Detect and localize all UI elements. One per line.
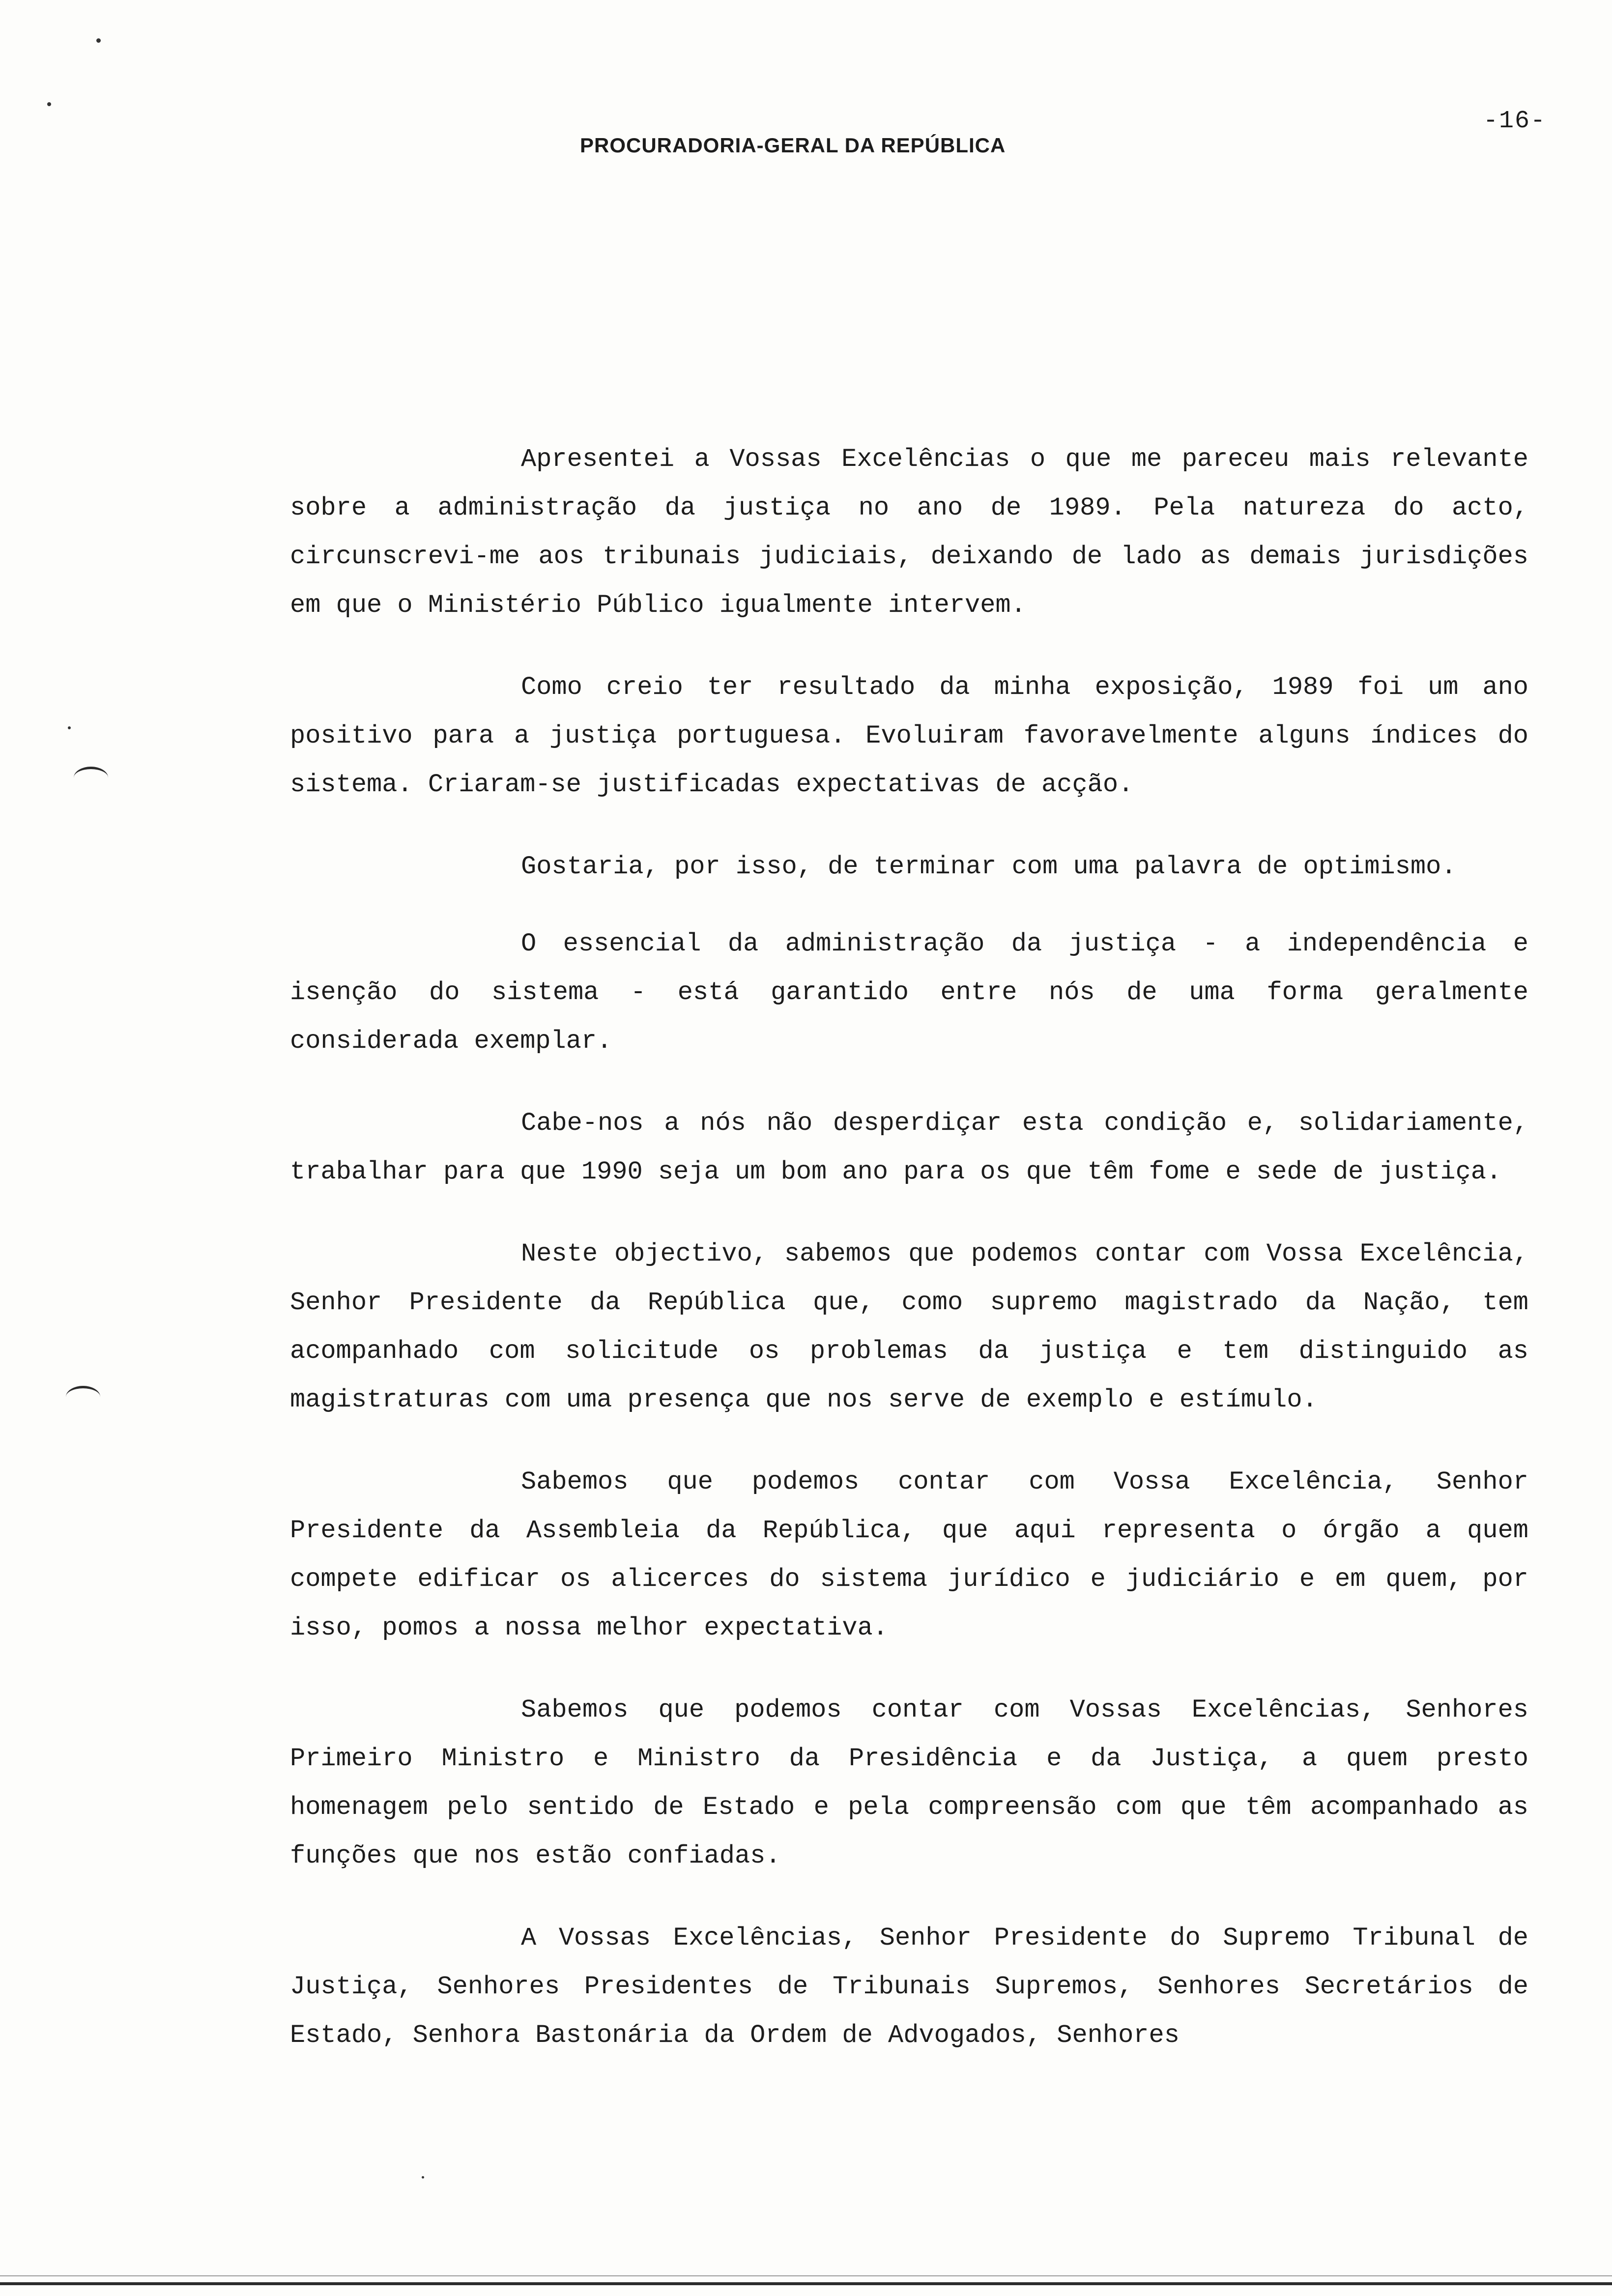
paragraph-6: Neste objectivo, sabemos que podemos contar com Vossa Excelência, Senhor Presidente da República que, como supremo magistrado da Nação, tem acompanhado com solicitude os problemas da justiça e tem distinguido as magistraturas com uma presença que nos serve de exemplo e estímulo. xyxy=(290,1239,1528,1414)
scan-edge-faint xyxy=(0,2275,1612,2276)
letterhead-institution: PROCURADORIA-GERAL DA REPÚBLICA xyxy=(580,134,1006,157)
scan-edge xyxy=(0,2282,1612,2285)
margin-mark xyxy=(74,767,108,789)
scan-speck xyxy=(422,2176,424,2179)
scan-speck xyxy=(96,38,101,43)
paragraph-1: Apresentei a Vossas Excelências o que me pareceu mais relevante sobre a administração da justiça no ano de 1989. Pela natureza do acto, circunscrevi-me aos tribunais judiciais, deixando de lado as demais jurisdições em que o Ministério Público igualmente intervem. xyxy=(290,445,1528,620)
page-number: -16- xyxy=(1483,107,1546,135)
paragraph-7: Sabemos que podemos contar com Vossa Excelência, Senhor Presidente da Assembleia da República, que aqui representa o órgão a quem compete edificar os alicerces do sistema jurídico e judiciário e em quem, por isso, pomos a nossa melhor expectativa. xyxy=(290,1467,1528,1642)
margin-mark xyxy=(66,1386,100,1408)
scan-speck xyxy=(68,726,71,729)
paragraph-2: Como creio ter resultado da minha exposição, 1989 foi um ano positivo para a justiça portuguesa. Evoluiram favoravelmente alguns índices do sistema. Criaram-se justificadas expectativas de acção. xyxy=(290,673,1528,799)
paragraph-4: O essencial da administração da justiça - a independência e isenção do sistema - está garantido entre nós de uma forma geralmente considerada exemplar. xyxy=(290,929,1528,1056)
paragraph-5: Cabe-nos a nós não desperdiçar esta condição e, solidariamente, trabalhar para que 1990 seja um bom ano para os que têm fome e sede de justiça. xyxy=(290,1109,1528,1186)
scan-speck xyxy=(47,102,51,106)
paragraph-8: Sabemos que podemos contar com Vossas Excelências, Senhores Primeiro Ministro e Ministro da Presidência e da Justiça, a quem presto homenagem pelo sentido de Estado e pela compreensão com que têm acompanhado as funções que nos estão confiadas. xyxy=(290,1695,1528,1870)
body-text xyxy=(290,435,1528,2093)
paragraph-3: Gostaria, por isso, de terminar com uma palavra de optimismo. xyxy=(521,852,1457,881)
paragraph-9: A Vossas Excelências, Senhor Presidente do Supremo Tribunal de Justiça, Senhores Presidentes de Tribunais Supremos, Senhores Secretários de Estado, Senhora Bastonária da Ordem de Advogados, Senhores xyxy=(290,1923,1528,2050)
